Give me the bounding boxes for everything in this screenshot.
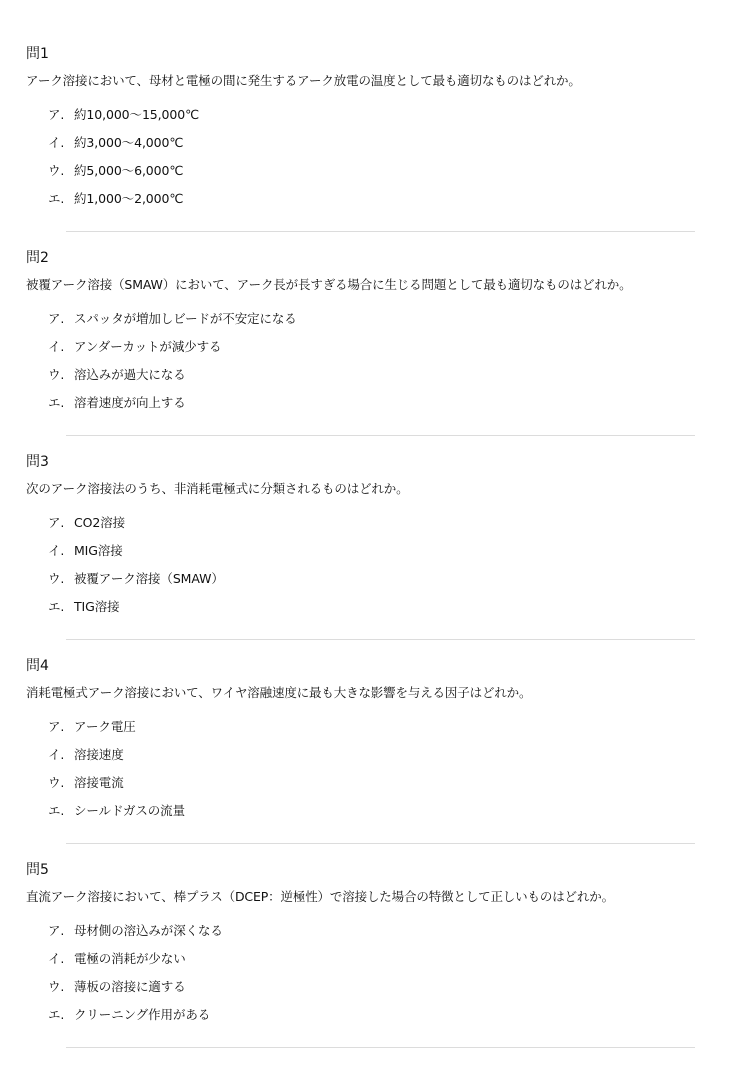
option-label: ウ. [48,571,65,586]
option-text: 電極の消耗が少ない [74,951,186,966]
answer-option[interactable] [48,366,186,384]
option-label: エ. [48,599,65,614]
answer-option[interactable] [48,922,223,940]
question-divider [66,639,695,640]
option-label: ウ. [48,163,65,178]
option-text: 溶着速度が向上する [74,395,186,410]
option-text: 溶込みが過大になる [74,367,186,382]
question-number: 問1 [26,46,49,62]
question-text: アーク溶接において、母材と電極の間に発生するアーク放電の温度として最も適切なものはどれか。 [26,73,581,88]
option-text: 薄板の溶接に適する [74,979,186,994]
option-label: イ. [48,135,65,150]
option-text: 溶接電流 [74,775,124,790]
question-number: 問2 [26,250,49,266]
option-text: 溶接速度 [74,747,124,762]
option-text: シールドガスの流量 [74,803,185,818]
option-text: MIG溶接 [74,543,123,558]
answer-option[interactable] [48,978,186,996]
question-number: 問5 [26,862,49,878]
option-label: ウ. [48,979,65,994]
option-label: エ. [48,191,65,206]
question-divider [66,231,695,232]
question-text: 被覆アーク溶接（SMAW）において、アーク長が長すぎる場合に生じる問題として最も適切なものはどれか。 [26,277,632,292]
answer-option[interactable] [48,134,183,152]
answer-option[interactable] [48,514,125,532]
option-text: 約5,000～6,000℃ [74,163,184,178]
option-label: ア. [48,311,65,326]
option-text: 約10,000～15,000℃ [74,107,200,122]
question-divider [66,843,695,844]
option-text: アーク電圧 [74,719,136,734]
option-text: クリーニング作用がある [74,1007,211,1022]
option-label: イ. [48,951,65,966]
answer-option[interactable] [48,338,221,356]
answer-option[interactable] [48,394,186,412]
option-label: ア. [48,923,65,938]
answer-option[interactable] [48,542,123,560]
option-label: ア. [48,719,65,734]
option-label: エ. [48,803,65,818]
option-label: エ. [48,1007,65,1022]
question-number: 問4 [26,658,49,674]
question-text: 次のアーク溶接法のうち、非消耗電極式に分類されるものはどれか。 [26,481,409,496]
option-label: エ. [48,395,65,410]
option-label: ウ. [48,775,65,790]
answer-option[interactable] [48,190,183,208]
option-text: スパッタが増加しビードが不安定になる [74,311,297,326]
option-text: TIG溶接 [74,599,120,614]
question-divider [66,1047,695,1048]
answer-option[interactable] [48,106,199,124]
option-text: 約1,000～2,000℃ [74,191,184,206]
answer-option[interactable] [48,774,124,792]
answer-option[interactable] [48,746,124,764]
option-label: イ. [48,747,65,762]
answer-option[interactable] [48,718,136,736]
answer-option[interactable] [48,1006,210,1024]
option-text: CO2溶接 [74,515,126,530]
answer-option[interactable] [48,802,185,820]
option-label: ア. [48,107,65,122]
option-text: 被覆アーク溶接（SMAW） [74,571,224,586]
option-text: アンダーカットが減少する [74,339,222,354]
answer-option[interactable] [48,598,120,616]
option-text: 約3,000～4,000℃ [74,135,184,150]
option-label: イ. [48,543,65,558]
question-number: 問3 [26,454,49,470]
answer-option[interactable] [48,570,224,588]
option-label: ア. [48,515,65,530]
answer-option[interactable] [48,310,297,328]
option-label: ウ. [48,367,65,382]
question-text: 消耗電極式アーク溶接において、ワイヤ溶融速度に最も大きな影響を与える因子はどれか。 [26,685,532,700]
question-divider [66,435,695,436]
answer-option[interactable] [48,950,186,968]
option-text: 母材側の溶込みが深くなる [74,923,223,938]
option-label: イ. [48,339,65,354]
answer-option[interactable] [48,162,183,180]
question-text: 直流アーク溶接において、棒プラス（DCEP：逆極性）で溶接した場合の特徴として正しいものはどれか。 [26,889,614,904]
